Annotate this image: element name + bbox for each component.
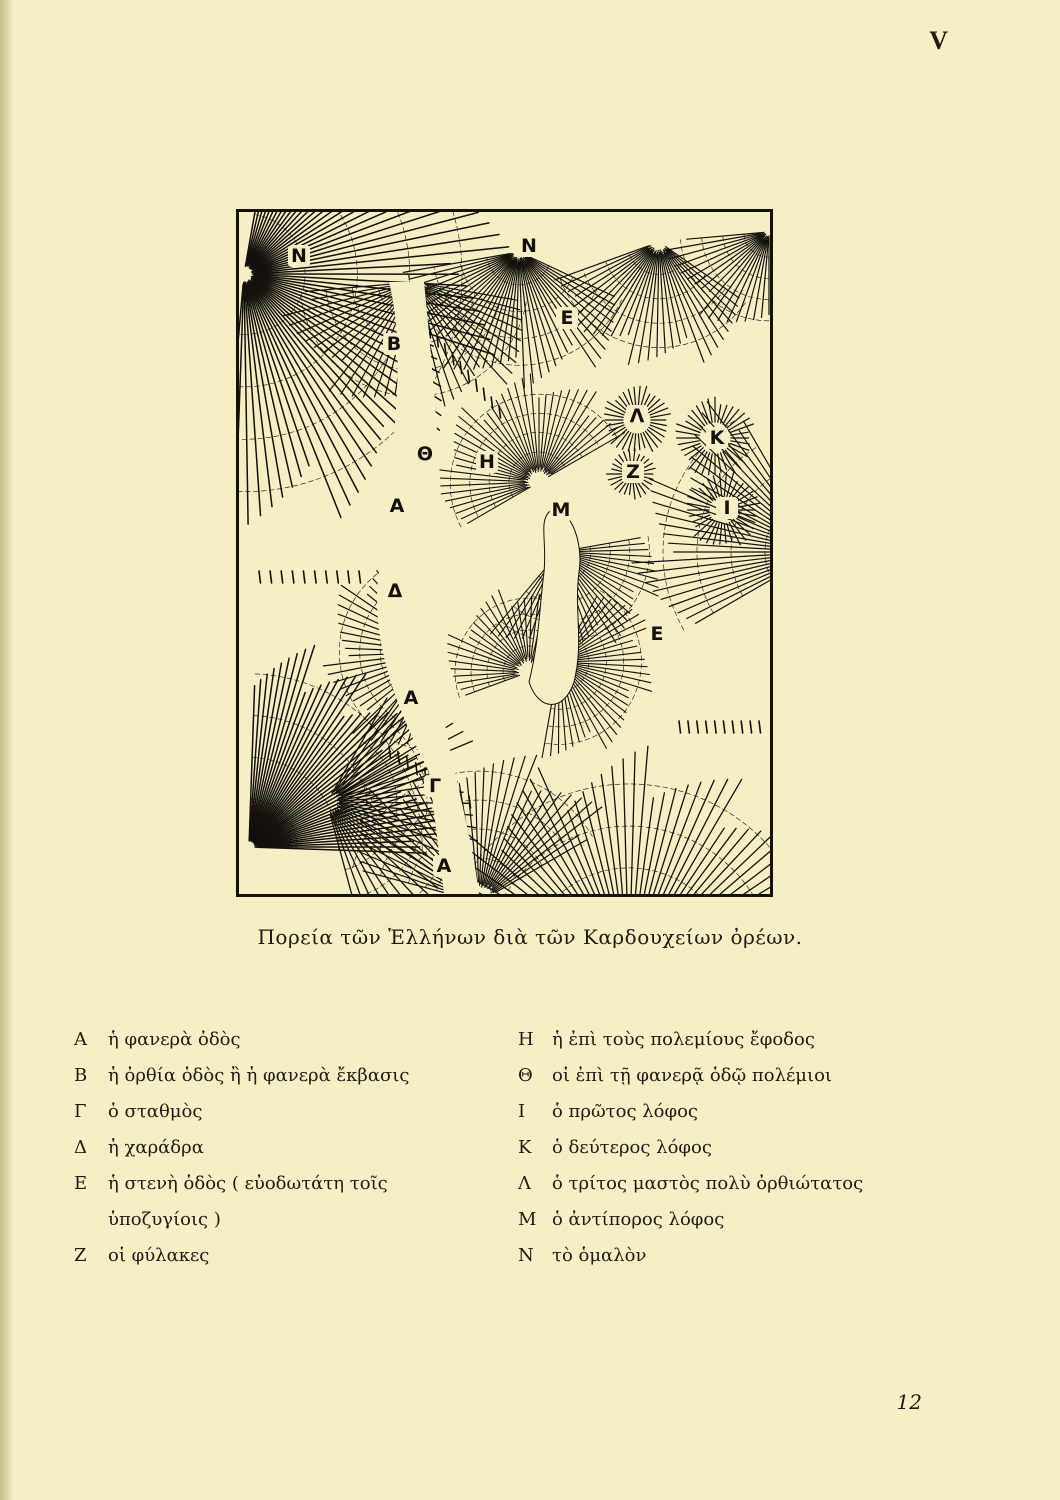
map-label-zeta: Z [626, 461, 640, 483]
legend-text: ὑποζυγίοις ) [108, 1209, 221, 1230]
map-label-iota: I [723, 497, 731, 519]
map-caption: Πορεία τῶν Ἑλλήνων διὰ τῶν Καρδουχείων ὀρέων. [257, 925, 803, 949]
ridge-east-hatching [629, 402, 770, 630]
legend-key: Ζ [74, 1245, 87, 1266]
map-label-alpha-bottom: A [436, 855, 452, 877]
legend-text: ἡ στενὴ ὁδὸς ( εὐοδωτάτη τοῖς [108, 1173, 388, 1194]
legend-key: Β [74, 1065, 88, 1086]
legend-key: Α [74, 1029, 87, 1050]
map-label-lambda: Λ [629, 405, 645, 427]
legend-item-gamma [74, 1094, 514, 1130]
map-label-e-right: E [650, 623, 664, 645]
map-label-theta: Θ [416, 443, 434, 465]
page-number: 12 [896, 1390, 922, 1414]
legend-text: ὁ δεύτερος λόφος [552, 1137, 712, 1158]
legend-item-nu [518, 1238, 958, 1274]
legend-key: Ι [518, 1101, 526, 1122]
path-ticks-east [679, 721, 761, 733]
legend-item-beta [74, 1058, 514, 1094]
legend-item-eta [518, 1022, 958, 1058]
legend-key: Θ [518, 1065, 533, 1086]
map-label-e-top: E [560, 307, 574, 329]
legend-key: Ν [518, 1245, 534, 1266]
legend-text: ἡ χαράδρα [108, 1137, 204, 1158]
map-label-alpha-mid: A [403, 687, 419, 709]
legend-text: ἡ ἐπὶ τοὺς πολεμίους ἔφοδος [552, 1029, 815, 1050]
legend-text: ὁ σταθμὸς [108, 1101, 203, 1122]
plate-number: V [929, 26, 948, 55]
legend-right-column [518, 1022, 958, 1274]
legend-item-lambda [518, 1166, 958, 1202]
map-label-delta: Δ [387, 580, 403, 602]
legend-item-epsilon [74, 1166, 514, 1202]
legend-key: Γ [74, 1101, 87, 1122]
map-label-alpha-upper: A [389, 495, 405, 517]
map-label-gamma: Γ [428, 775, 442, 797]
legend-text: ὁ ἀντίπορος λόφος [552, 1209, 725, 1230]
legend-item-kappa [518, 1130, 958, 1166]
legend-left-column [74, 1022, 514, 1274]
page-gutter-shadow [0, 0, 14, 1500]
legend-text: ἡ ὀρθία ὁδὸς ἢ ἡ φανερὰ ἔκβασις [108, 1065, 410, 1086]
map-label-n-left: N [291, 245, 307, 267]
map-label-kappa: K [709, 427, 725, 449]
ridge-northeast-hatching [555, 246, 746, 365]
ridge-east-top-hatching [664, 232, 769, 321]
path-ticks-west [259, 571, 361, 583]
map-label-mu: M [551, 499, 571, 521]
legend-key: Μ [518, 1209, 537, 1230]
map-label-b: B [386, 333, 402, 355]
legend-key: Κ [518, 1137, 532, 1158]
legend-key: Ε [74, 1173, 88, 1194]
map-svg [239, 212, 770, 894]
legend-item-iota [518, 1094, 958, 1130]
plateau-mu [529, 510, 580, 704]
legend-item-delta [74, 1130, 514, 1166]
legend-key: Δ [74, 1137, 87, 1158]
legend-text: οἱ φύλακες [108, 1245, 210, 1266]
legend-text: τὸ ὁμαλὸν [552, 1245, 647, 1266]
legend-item-zeta [74, 1238, 514, 1274]
map-label-eta: H [479, 451, 495, 473]
legend-key: Η [518, 1029, 534, 1050]
legend-text: ὁ τρίτος μαστὸς πολὺ ὀρθιώτατος [552, 1173, 864, 1194]
legend-item-epsilon-continuation [74, 1202, 514, 1238]
legend-item-mu [518, 1202, 958, 1238]
legend-key: Λ [518, 1173, 531, 1194]
legend-item-theta [518, 1058, 958, 1094]
legend-text: οἱ ἐπὶ τῇ φανερᾷ ὁδῷ πολέμιοι [552, 1065, 832, 1086]
legend-item-alpha [74, 1022, 514, 1058]
legend-text: ὁ πρῶτος λόφος [552, 1101, 699, 1122]
legend-text: ἡ φανερὰ ὁδὸς [108, 1029, 241, 1050]
map-label-n-top: N [521, 235, 537, 257]
hill-eta-hatching [431, 374, 624, 527]
map-figure [236, 209, 773, 897]
terrain-hatching [239, 212, 770, 894]
